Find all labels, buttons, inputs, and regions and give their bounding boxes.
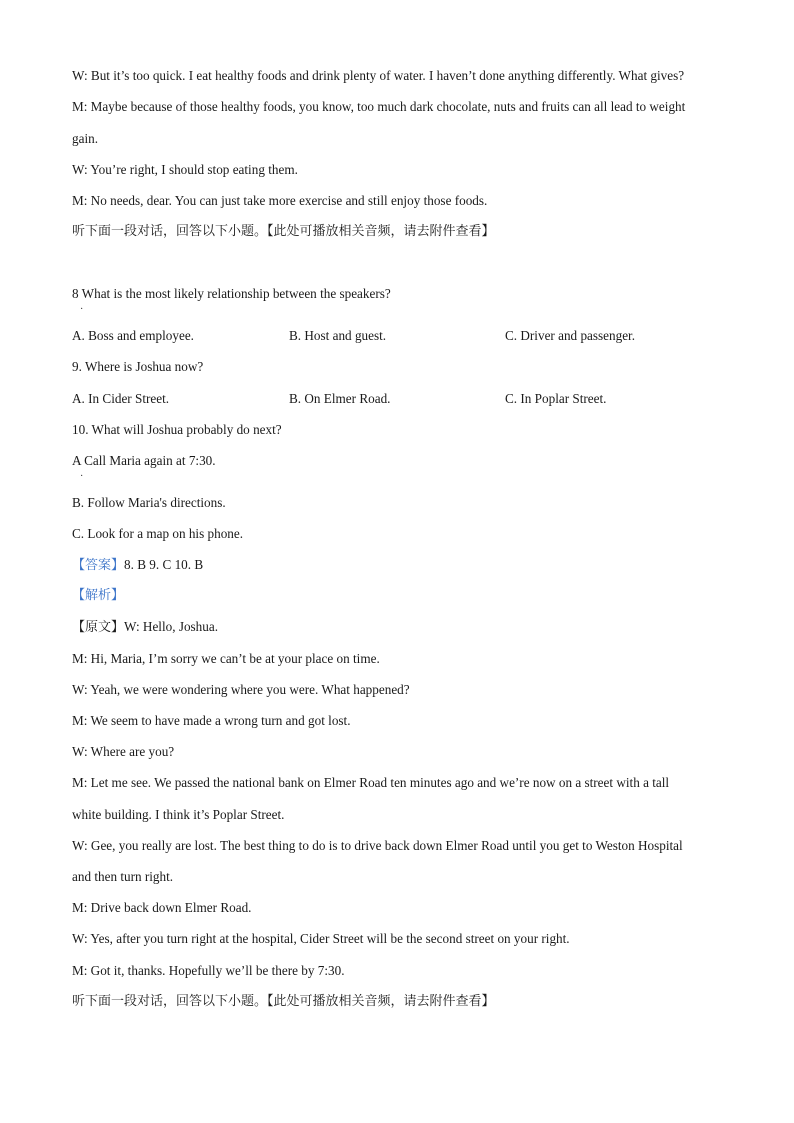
- dialogue-line: gain.: [72, 131, 99, 146]
- q8-option-a: A. Boss and employee.: [72, 328, 194, 343]
- question-8-stem: 8 What is the most likely relationship between the speakers?: [72, 286, 391, 301]
- listening-instruction: 听下面一段对话，回答以下小题。【此处可播放相关音频，请去附件查看】: [72, 224, 495, 239]
- dialogue-line: W: Yes, after you turn right at the hospital, Cider Street will be the second street on your right.: [72, 931, 570, 946]
- original-line: [72, 619, 218, 636]
- question-9-stem: 9. Where is Joshua now?: [72, 359, 204, 374]
- answer-label: 【答案】: [72, 558, 125, 573]
- q10-option-b: B. Follow Maria's directions.: [72, 495, 226, 510]
- q9-option-b: B. On Elmer Road.: [289, 391, 391, 406]
- dialogue-line: W: But it’s too quick. I eat healthy foods and drink plenty of water. I haven’t done anything differently. What gives?: [72, 68, 685, 83]
- dialogue-line: M: Hi, Maria, I’m sorry we can’t be at your place on time.: [72, 651, 380, 666]
- q10-option-c: C. Look for a map on his phone.: [72, 526, 244, 541]
- q8-option-b: B. Host and guest.: [289, 328, 387, 343]
- bullet-dot: ·: [80, 471, 84, 482]
- dialogue-line: M: Got it, thanks. Hopefully we’ll be there by 7:30.: [72, 963, 345, 978]
- q10-option-a: A Call Maria again at 7:30.: [72, 453, 216, 468]
- analysis-label: 【解析】: [72, 588, 125, 603]
- dialogue-line: W: Where are you?: [72, 744, 175, 759]
- dialogue-line: W: Yeah, we were wondering where you were. What happened?: [72, 682, 410, 697]
- dialogue-line: M: Let me see. We passed the national bank on Elmer Road ten minutes ago and we’re now on a street with a tall: [72, 775, 670, 790]
- dialogue-line: and then turn right.: [72, 869, 174, 884]
- listening-instruction: 听下面一段对话，回答以下小题。【此处可播放相关音频，请去附件查看】: [72, 994, 495, 1009]
- dialogue-line: M: No needs, dear. You can just take more exercise and still enjoy those foods.: [72, 193, 488, 208]
- dialogue-line: M: We seem to have made a wrong turn and got lost.: [72, 713, 351, 728]
- dialogue-line: W: You’re right, I should stop eating them.: [72, 162, 298, 177]
- dialogue-line: white building. I think it’s Poplar Street.: [72, 807, 285, 822]
- q9-option-a: A. In Cider Street.: [72, 391, 170, 406]
- original-first-line: W: Hello, Joshua.: [124, 619, 219, 634]
- q9-option-c: C. In Poplar Street.: [505, 391, 607, 406]
- dialogue-line: M: Drive back down Elmer Road.: [72, 900, 252, 915]
- answer-values: 8. B 9. C 10. B: [124, 557, 204, 572]
- dialogue-line: W: Gee, you really are lost. The best thing to do is to drive back down Elmer Road until you get to Weston Hospital: [72, 838, 683, 853]
- original-label: 【原文】: [72, 620, 125, 635]
- q8-option-c: C. Driver and passenger.: [505, 328, 636, 343]
- dialogue-line: M: Maybe because of those healthy foods, you know, too much dark chocolate, nuts and fruits can all lead to weight: [72, 99, 686, 114]
- question-10-stem: 10. What will Joshua probably do next?: [72, 422, 282, 437]
- bullet-dot: ·: [80, 304, 84, 315]
- answer-line: [72, 557, 203, 574]
